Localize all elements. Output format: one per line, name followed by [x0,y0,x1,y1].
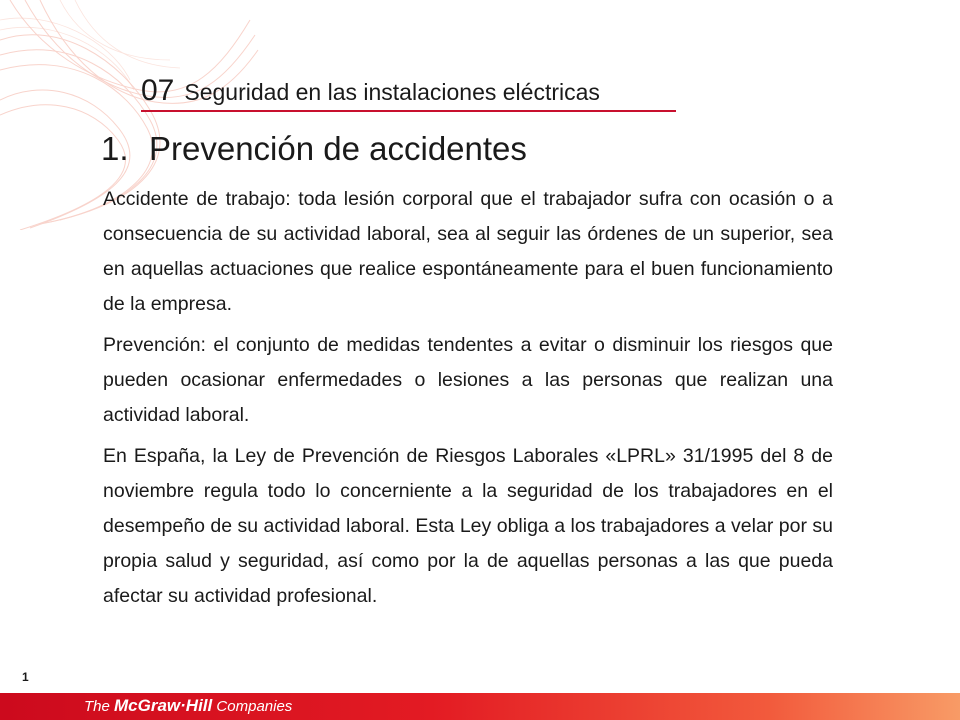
page-number: 1 [22,670,29,684]
section-index: 1. [101,130,129,167]
paragraph-accident-definition: Accidente de trabajo: toda lesión corporal que el trabajador sufra con ocasión o a consecuencia de su actividad laboral, sea al seguir las órdenes de un superior, sea en aquellas actuaciones que realice espontáneamente para el buen funcionamiento de la empresa. [103,188,833,315]
chapter-title: Seguridad en las instalaciones eléctricas [184,79,600,105]
publisher-logo [84,696,292,716]
paragraph-prevention-definition: Prevención: el conjunto de medidas tendentes a evitar o disminuir los riesgos que pueden ocasionar enfermedades o lesiones a las personas que realizan una actividad laboral. [103,334,833,426]
section-title [101,130,527,168]
chapter-heading [141,74,676,112]
body-text [103,182,833,620]
paragraph-lprl-law: En España, la Ley de Prevención de Riesgos Laborales «LPRL» 31/1995 del 8 de noviembre regula todo lo concerniente a la seguridad de los trabajadores en el desempeño de su actividad laboral. Esta Ley obliga a los trabajadores a velar por su propia salud y seguridad, así como por la de aquellas personas a las que pueda afectar su actividad profesional. [103,445,833,607]
brand-suffix: Companies [212,698,293,715]
chapter-number: 07 [141,74,175,107]
footer-bar [0,693,960,720]
section-title-text: Prevención de accidentes [149,130,527,167]
brand-prefix: The [84,698,115,715]
brand-name: McGraw·Hill [114,696,213,715]
